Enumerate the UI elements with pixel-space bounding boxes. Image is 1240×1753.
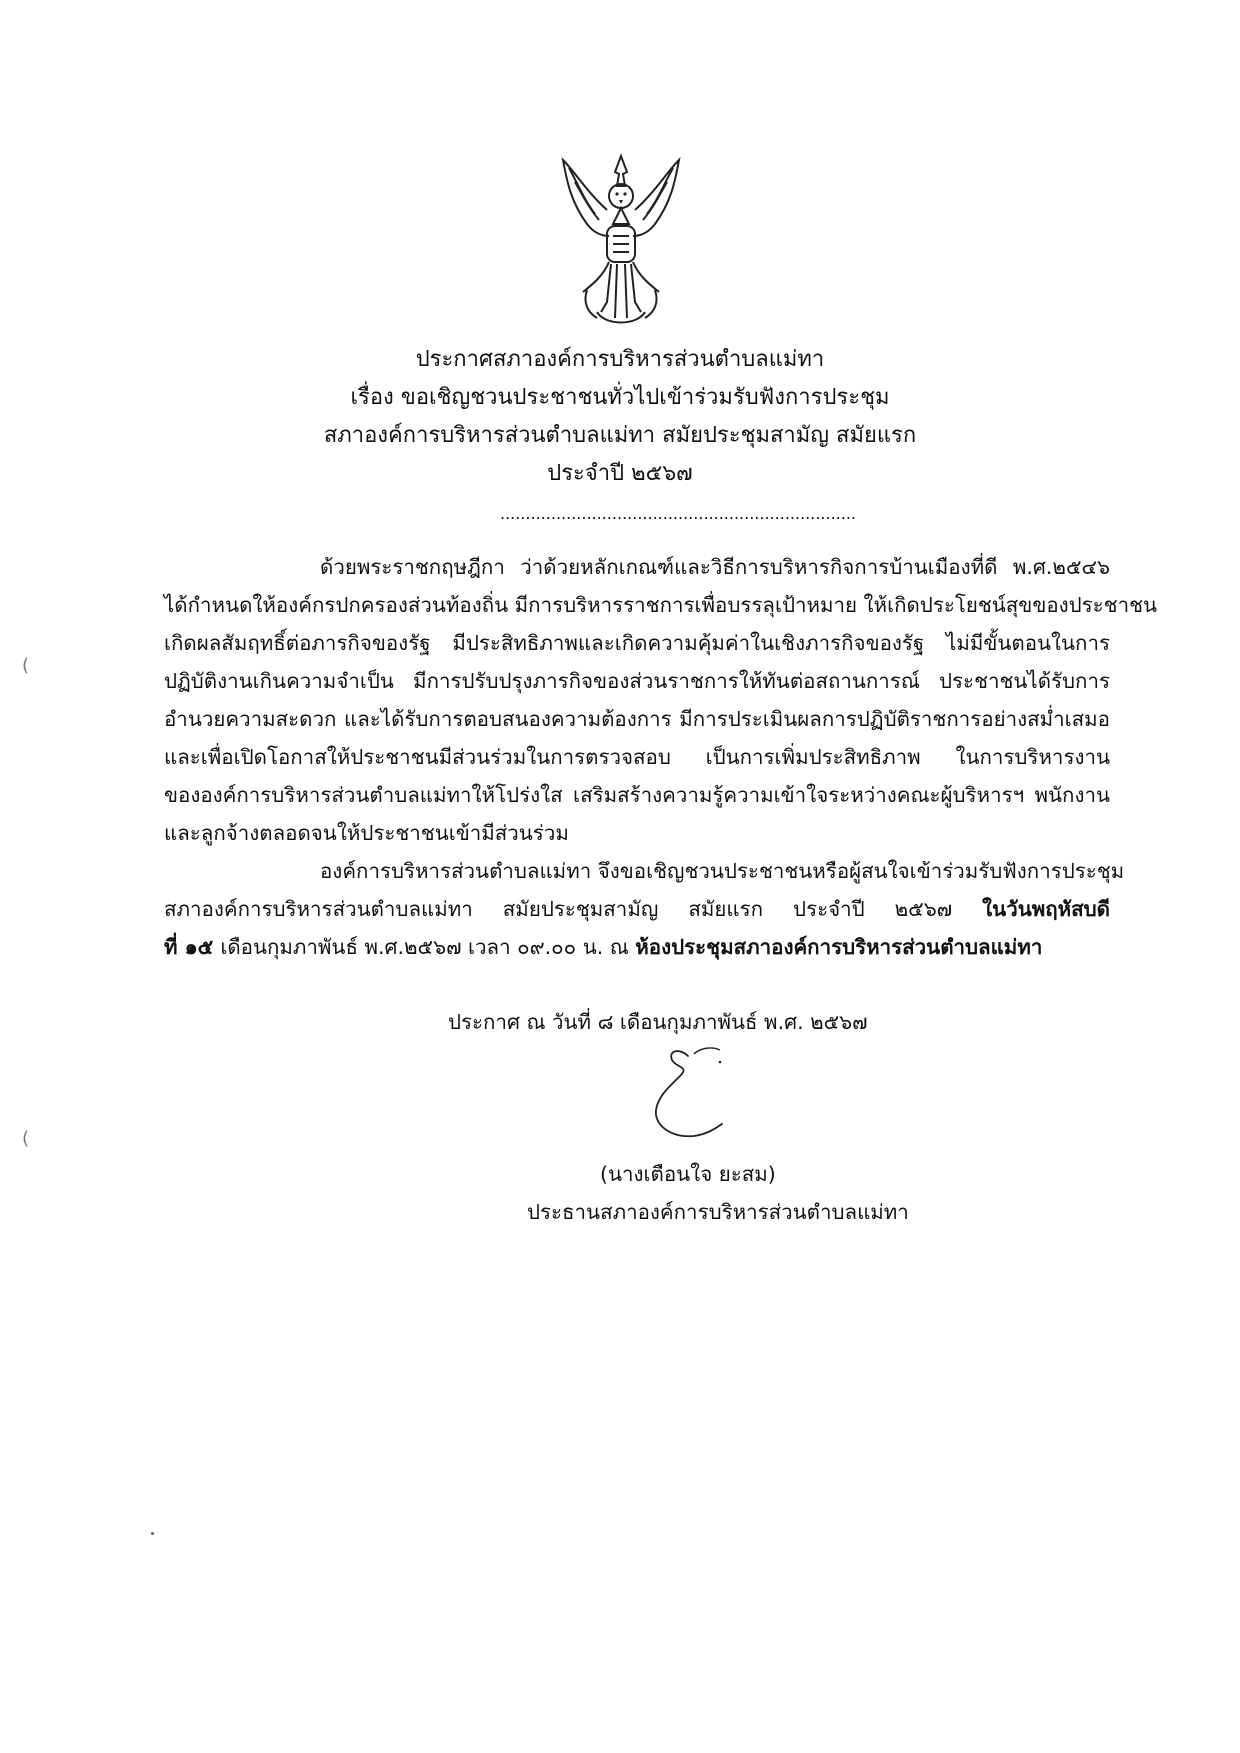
margin-mark: ( [22, 655, 30, 676]
garuda-emblem [557, 152, 685, 330]
announcement-subject: เรื่อง ขอเชิญชวนประชาชนทั่วไปเข้าร่วมรับฟังการประชุม [350, 385, 890, 410]
handwritten-signature [650, 1040, 760, 1148]
paragraph-line: ได้กำหนดให้องค์กรปกครองส่วนท้องถิ่น มีการบริหารราชการเพื่อบรรลุเป้าหมาย ให้เกิดประโยชน์สุขของประชาชน [164, 593, 1158, 617]
paragraph-line: ปฏิบัติงานเกินความจำเป็น มีการปรับปรุงภารกิจของส่วนราชการให้ทันต่อสถานการณ์ ประชาชนได้รับการ [164, 669, 1110, 693]
announcement-date: ประกาศ ณ วันที่ ๘ เดือนกุมภาพันธ์ พ.ศ. ๒๕๖๗ [448, 1010, 868, 1034]
signer-title: ประธานสภาองค์การบริหารส่วนตำบลแม่ทา [527, 1200, 909, 1224]
signer-name: (นางเตือนใจ ยะสม) [600, 1162, 776, 1186]
paragraph-line: และเพื่อเปิดโอกาสให้ประชาชนมีส่วนร่วมในการตรวจสอบ เป็นการเพิ่มประสิทธิภาพ ในการบริหารงาน [164, 745, 1110, 769]
paragraph-line: ด้วยพระราชกฤษฎีกา ว่าด้วยหลักเกณฑ์และวิธีการบริหารกิจการบ้านเมืองที่ดี พ.ศ.๒๕๔๖ [320, 555, 1110, 579]
dotted-divider: ...................................................................... [500, 504, 857, 523]
announcement-title: ประกาศสภาองค์การบริหารส่วนตำบลแม่ทา [415, 347, 825, 372]
meeting-name-text: สภาองค์การบริหารส่วนตำบลแม่ทา สมัยประชุมสามัญ สมัยแรก ประจำปี ๒๕๖๗ [164, 897, 983, 921]
body-paragraph-2 [164, 852, 1125, 966]
paragraph-line: อำนวยความสะดวก และได้รับการตอบสนองความต้องการ มีการประเมินผลการปฏิบัติราชการอย่างสม่ำเสมอ [164, 707, 1110, 731]
paragraph-line [164, 890, 1110, 928]
announcement-year: ประจำปี ๒๕๖๗ [547, 461, 693, 486]
scan-speck [151, 1532, 154, 1535]
paragraph-line: เกิดผลสัมฤทธิ์ต่อภารกิจของรัฐ มีประสิทธิภาพและเกิดความคุ้มค่าในเชิงภารกิจของรัฐ ไม่มีขั้นตอนในการ [164, 631, 1110, 655]
paragraph-line: องค์การบริหารส่วนตำบลแม่ทา จึงขอเชิญชวนประชาชนหรือผู้สนใจเข้าร่วมรับฟังการประชุม [320, 859, 1125, 883]
announcement-subject-line2: สภาองค์การบริหารส่วนตำบลแม่ทา สมัยประชุมสามัญ สมัยแรก [323, 423, 917, 448]
margin-mark: ( [22, 1128, 30, 1149]
meeting-day-text: ในวันพฤหัสบดี [982, 897, 1110, 921]
paragraph-line: ขององค์การบริหารส่วนตำบลแม่ทาให้โปร่งใส เสริมสร้างความรู้ความเข้าใจระหว่างคณะผู้บริหารฯ พนักงาน [164, 783, 1110, 807]
paragraph-line: และลูกจ้างตลอดจนให้ประชาชนเข้ามีส่วนร่วม [164, 821, 569, 845]
body-paragraph-1 [164, 548, 1158, 852]
paragraph-line [164, 928, 1110, 966]
meeting-venue-text: ห้องประชุมสภาองค์การบริหารส่วนตำบลแม่ทา [635, 935, 1043, 959]
meeting-time-text: เดือนกุมภาพันธ์ พ.ศ.๒๕๖๗ เวลา ๐๙.๐๐ น. ณ [220, 935, 636, 959]
meeting-date-text: ที่ ๑๕ [164, 935, 221, 959]
